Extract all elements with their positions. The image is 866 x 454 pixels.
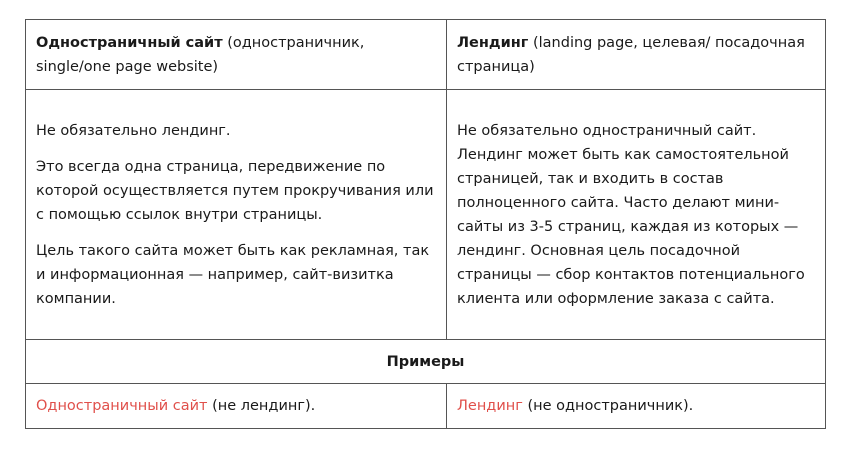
header-title-landing: Лендинг [457,34,529,51]
table-row-examples-heading [26,340,826,384]
description-paragraph: Цель такого сайта может быть как рекламная, так и информационная — например, сайт-визитка компании. [36,242,430,307]
landing-example-link[interactable]: Лендинг [457,398,523,414]
header-note-one-page-site: (одностраничник, single/one page website) [36,34,365,75]
header-note-landing: (landing page, целевая/ посадочная страница) [457,34,805,75]
example-cell-landing [447,384,826,429]
table-row-description [26,90,826,340]
table-header-row [26,20,826,90]
landing-example-suffix: (не одностраничник). [522,398,694,414]
examples-heading: Примеры [26,340,826,384]
description-paragraph-landing: Не обязательно одностраничный сайт. Лендинг может быть как самостоятельной страницей, так и входить в состав полноценного сайта. Часто делают мини-сайты из 3-5 страниц, каждая из которых — лендинг. Основная цель посадочной страницы — сбор контактов потенциального клиента или оформление заказа с сайта. [457,122,805,307]
one-page-site-example-suffix: (не лендинг). [207,398,316,414]
description-paragraph: Не обязательно лендинг. [36,122,231,139]
comparison-table [25,19,826,429]
table-row-example-links [26,384,826,429]
header-cell-landing [447,20,826,90]
description-paragraph: Это всегда одна страница, передвижение по которой осуществляется путем прокручивания или с помощью ссылок внутри страницы. [36,158,434,223]
header-cell-one-page-site [26,20,447,90]
one-page-site-example-link[interactable]: Одностраничный сайт [36,398,208,414]
description-cell-landing [447,90,826,340]
description-cell-one-page-site [26,90,447,340]
example-cell-one-page-site [26,384,447,429]
header-title-one-page-site: Одностраничный сайт [36,34,223,51]
